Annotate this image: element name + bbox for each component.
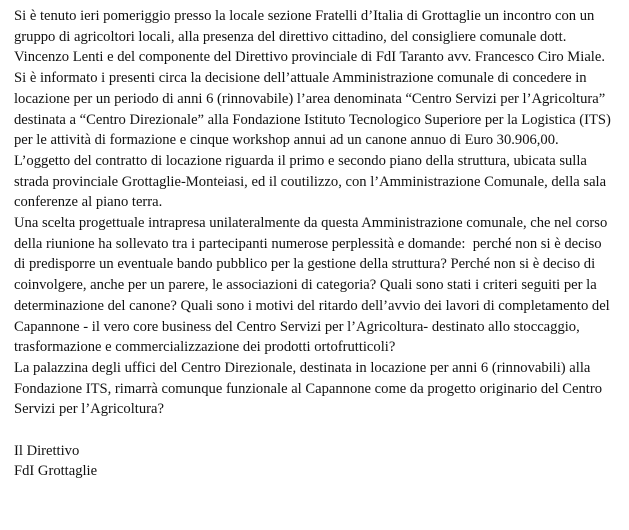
- article-line: per le attività di formazione e cinque workshop annui ad un canone annuo di Euro 30.906,00.: [14, 132, 559, 149]
- spacer: [14, 420, 617, 441]
- article-line: della riunione ha sollevato tra i partecipanti numerose perplessità e domande: perché non si è deciso: [14, 235, 602, 252]
- article-line: determinazione del canone? Quali sono i motivi del ritardo dell’avvio dei lavori di completamento del: [14, 297, 610, 314]
- article-line: trasformazione e commercializzazione dei prodotti ortofrutticoli?: [14, 339, 396, 356]
- article-line: gruppo di agricoltori locali, alla presenza del direttivo cittadino, del consigliere comunale dott.: [14, 28, 567, 45]
- article-line: Si è informato i presenti circa la decisione dell’attuale Amministrazione comunale di concedere in: [14, 70, 587, 87]
- article-line: Una scelta progettuale intrapresa unilateralmente da questa Amministrazione comunale, che nel corso: [14, 215, 608, 232]
- article-line: La palazzina degli uffici del Centro Direzionale, destinata in locazione per anni 6 (rinnovabili) alla: [14, 359, 591, 376]
- article-line: coinvolgere, anche per un parere, le associazioni di categoria? Quali sono stati i criteri seguiti per la: [14, 277, 597, 294]
- article-line: Si è tenuto ieri pomeriggio presso la locale sezione Fratelli d’Italia di Grottaglie un incontro con un: [14, 8, 595, 24]
- article-line: Vincenzo Lenti e del componente del Direttivo provinciale di FdI Taranto avv. Francesco Ciro Miale.: [14, 49, 605, 66]
- article-line: Servizi per l’Agricoltura?: [14, 401, 164, 418]
- article-line: L’oggetto del contratto di locazione riguarda il primo e secondo piano della struttura, ubicata sulla: [14, 152, 587, 169]
- article-body: [14, 6, 617, 420]
- signature-line-1: Il Direttivo: [14, 442, 80, 459]
- article-line: locazione per un periodo di anni 6 (rinnovabile) l’area denominata “Centro Servizi per l’Agricoltura”: [14, 90, 606, 107]
- article-line: Capannone - il vero core business del Centro Servizi per l’Agricoltura- destinato allo stoccaggio,: [14, 318, 580, 335]
- signature-line-2: FdI Grottaglie: [14, 463, 98, 480]
- article-line: Fondazione ITS, rimarrà comunque funzionale al Capannone come da progetto originario del Centro: [14, 380, 603, 397]
- signature-block: [14, 441, 617, 482]
- article-line: strada provinciale Grottaglie-Monteiasi, ed il coutilizzo, con l’Amministrazione Comunale, della sala: [14, 173, 607, 190]
- article-line: conferenze al piano terra.: [14, 194, 163, 211]
- article-line: destinata a “Centro Direzionale” alla Fondazione Istituto Tecnologico Superiore per la Logistica (ITS): [14, 111, 611, 128]
- article-line: di predisporre un eventuale bando pubblico per la gestione della struttura? Perché non si è deciso di: [14, 256, 596, 273]
